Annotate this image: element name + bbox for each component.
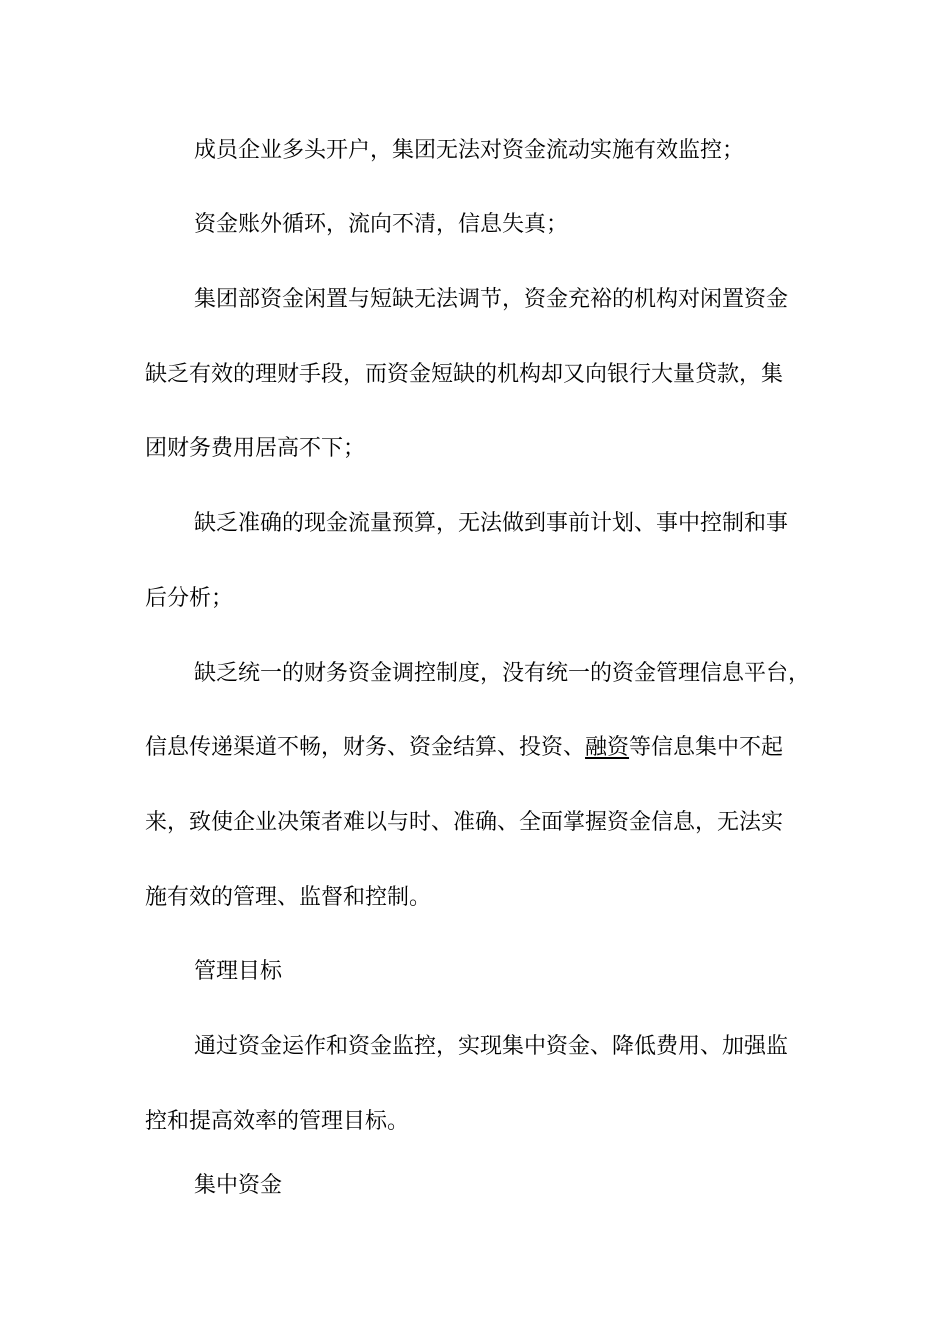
section-heading: 管理目标	[194, 959, 283, 984]
paragraph-line: 缺乏有效的理财手段，而资金短缺的机构却又向银行大量贷款，集	[145, 362, 784, 387]
paragraph-line: 通过资金运作和资金监控，实现集中资金、降低费用、加强监	[194, 1034, 789, 1059]
financing-link[interactable]: 融资	[585, 735, 630, 760]
paragraph-line: 集团部资金闲置与短缺无法调节，资金充裕的机构对闲置资金	[194, 287, 789, 312]
paragraph-line: 成员企业多头开户，集团无法对资金流动实施有效监控；	[194, 138, 745, 163]
paragraph-line: 后分析；	[145, 586, 234, 611]
paragraph-line: 施有效的管理、监督和控制。	[145, 885, 432, 910]
paragraph-line: 团财务费用居高不下；	[145, 436, 366, 461]
line-text-before: 信息传递渠道不畅，财务、资金结算、投资、	[145, 735, 586, 760]
section-heading: 集中资金	[194, 1173, 283, 1198]
paragraph-line: 缺乏统一的财务资金调控制度，没有统一的资金管理信息平台，	[194, 661, 811, 686]
paragraph-line	[145, 733, 825, 763]
paragraph-line: 控和提高效率的管理目标。	[145, 1109, 410, 1134]
paragraph-line: 资金账外循环，流向不清，信息失真；	[194, 212, 569, 237]
line-text-after: 等信息集中不起	[629, 735, 784, 760]
paragraph-line: 来，致使企业决策者难以与时、准确、全面掌握资金信息，无法实	[145, 810, 784, 835]
paragraph-line: 缺乏准确的现金流量预算，无法做到事前计划、事中控制和事	[194, 511, 789, 536]
